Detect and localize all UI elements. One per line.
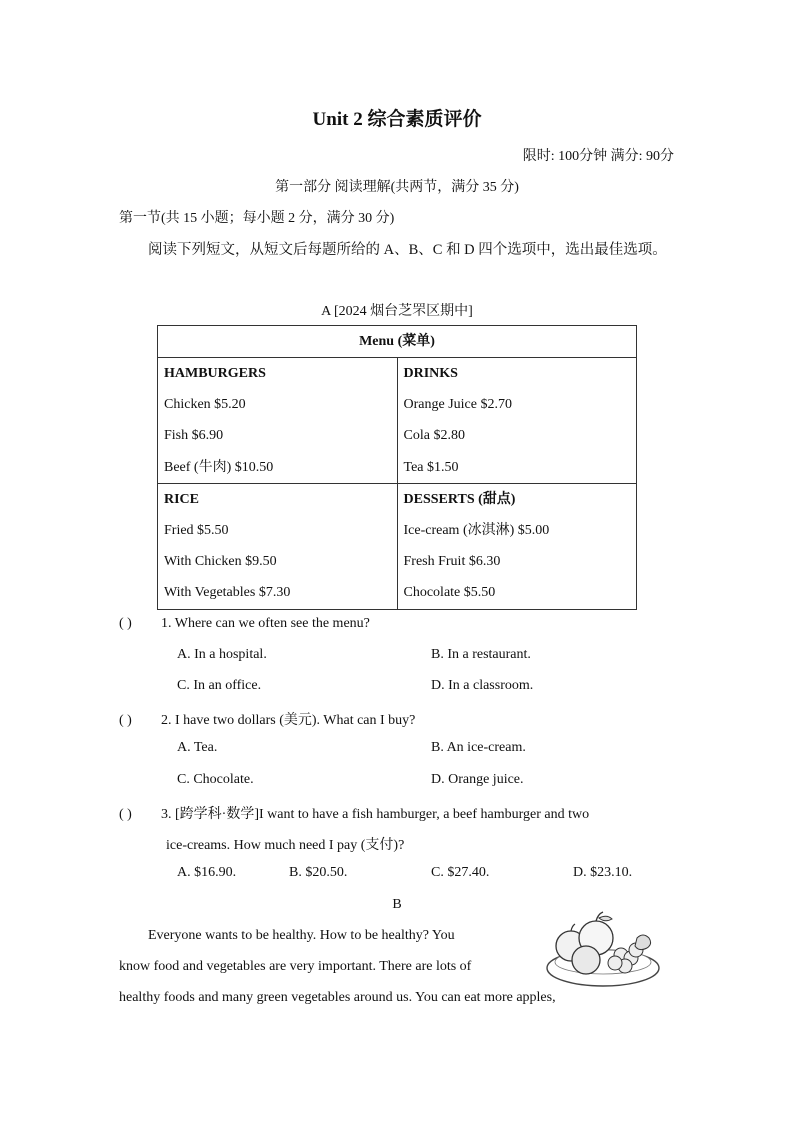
time-limit: 限时: 100分钟 满分: 90分	[522, 149, 674, 164]
option-c[interactable]: C. Chocolate.	[177, 772, 254, 787]
question-stem: 2. I have two dollars (美元). What can I buy?	[161, 713, 416, 728]
answer-blank[interactable]: ( )	[119, 616, 132, 631]
menu-section-hamburgers	[158, 358, 398, 484]
menu-item: Orange Juice $2.70	[403, 397, 512, 413]
menu-item: Chocolate $5.50	[403, 585, 496, 601]
instruction-text: 阅读下列短文，从短文后每题所给的 A、B、C 和 D 四个选项中，选出最佳选项。	[148, 242, 667, 258]
menu-item: Tea $1.50	[403, 459, 459, 475]
menu-item: With Vegetables $7.30	[164, 585, 291, 601]
option-d[interactable]: D. $23.10.	[573, 865, 633, 880]
passage-line: know food and vegetables are very important. There are lots of	[119, 959, 472, 974]
menu-section-desserts	[397, 483, 637, 609]
option-c[interactable]: C. In an office.	[177, 678, 262, 693]
menu-section-drinks	[397, 358, 637, 484]
option-d[interactable]: D. Orange juice.	[431, 772, 524, 787]
question-3	[119, 803, 589, 823]
option-b[interactable]: B. $20.50.	[289, 865, 348, 880]
menu-heading: HAMBURGERS	[164, 366, 266, 381]
answer-blank[interactable]: ( )	[119, 807, 132, 822]
option-b[interactable]: B. In a restaurant.	[431, 647, 531, 662]
option-a[interactable]: A. $16.90.	[177, 865, 237, 880]
question-stem: 1. Where can we often see the menu?	[161, 616, 370, 631]
menu-table	[157, 325, 637, 610]
menu-item: Chicken $5.20	[164, 397, 246, 413]
answer-blank[interactable]: ( )	[119, 713, 132, 728]
menu-heading: RICE	[164, 491, 200, 507]
passage-b-label: B	[392, 897, 402, 912]
menu-item: Fresh Fruit $6.30	[403, 554, 501, 570]
part-title: 第一部分 阅读理解(共两节，满分 35 分)	[275, 180, 519, 195]
question-2	[119, 709, 415, 729]
option-a[interactable]: A. Tea.	[177, 740, 218, 755]
menu-item: Fried $5.50	[164, 522, 229, 538]
question-stem: 3. [跨学科·数学]I want to have a fish hamburger, a beef hamburger and two	[161, 807, 590, 822]
option-c[interactable]: C. $27.40.	[431, 865, 490, 880]
passage-line: Everyone wants to be healthy. How to be healthy? You	[148, 928, 455, 943]
menu-heading: DESSERTS (甜点)	[403, 491, 516, 507]
menu-item: Cola $2.80	[403, 428, 465, 444]
page-title: Unit 2 综合素质评价	[312, 109, 482, 130]
fruit-bowl-illustration	[541, 910, 661, 990]
question-stem-continued: ice-creams. How much need I pay (支付)?	[166, 838, 405, 853]
option-b[interactable]: B. An ice-cream.	[431, 740, 526, 755]
option-d[interactable]: D. In a classroom.	[431, 678, 534, 693]
question-1	[119, 616, 370, 632]
menu-item: Ice-cream (冰淇淋) $5.00	[403, 522, 550, 538]
menu-heading: DRINKS	[403, 366, 458, 381]
passage-a-label: A [2024 烟台芝罘区期中]	[321, 304, 473, 319]
menu-item: Beef (牛肉) $10.50	[164, 459, 274, 475]
option-a[interactable]: A. In a hospital.	[177, 647, 267, 662]
menu-item: With Chicken $9.50	[164, 554, 277, 570]
menu-item: Fish $6.90	[164, 428, 224, 444]
menu-section-rice	[158, 483, 398, 609]
menu-title: Menu (菜单)	[158, 326, 637, 358]
section-title: 第一节(共 15 小题；每小题 2 分，满分 30 分)	[119, 211, 395, 226]
passage-line: healthy foods and many green vegetables around us. You can eat more apples,	[119, 990, 556, 1005]
